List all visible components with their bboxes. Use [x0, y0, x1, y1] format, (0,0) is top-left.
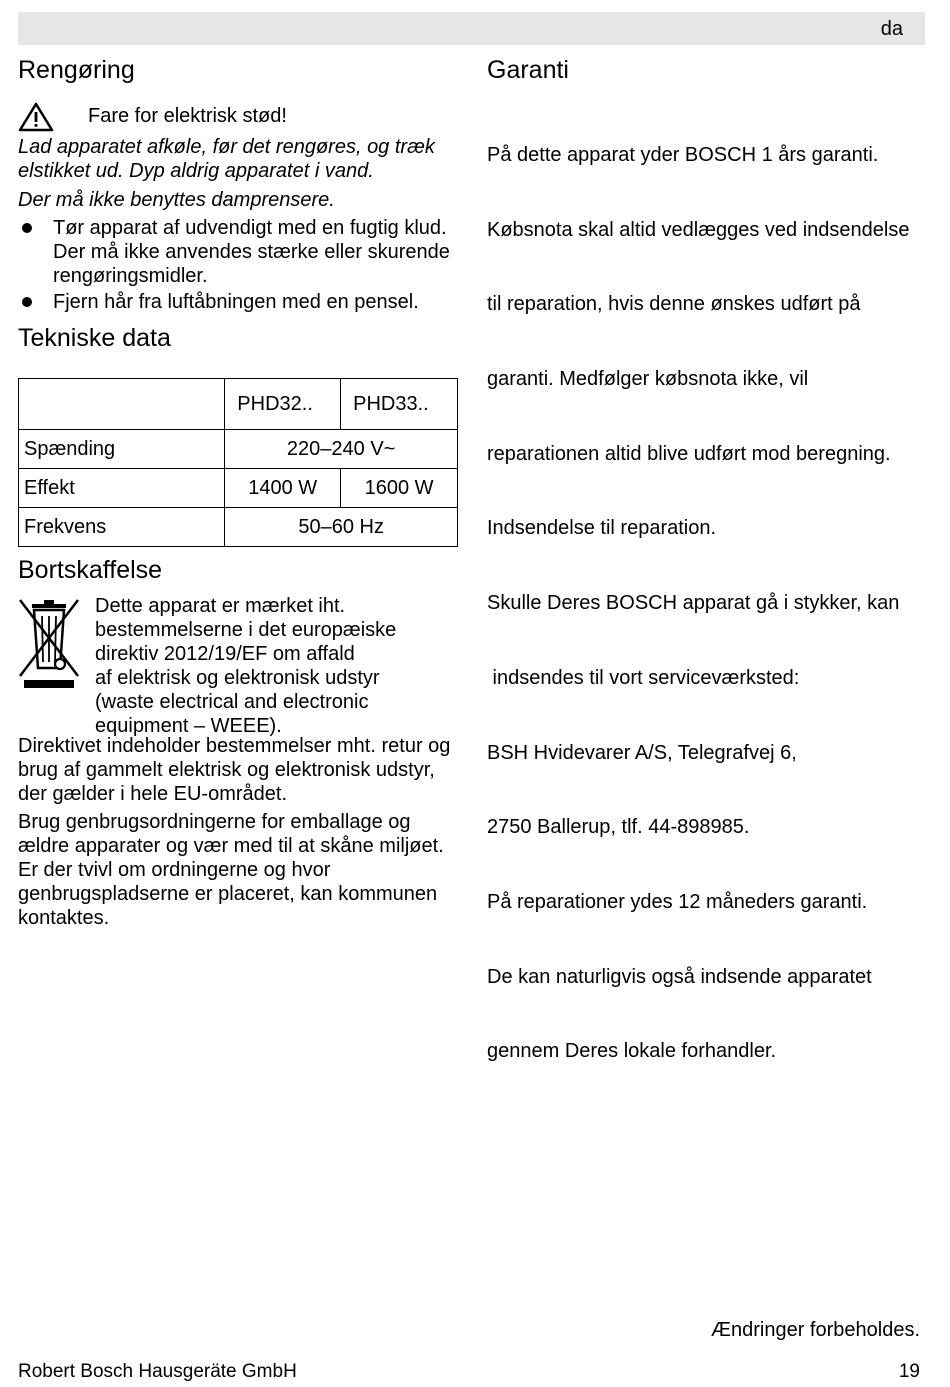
bullet-icon	[22, 297, 32, 307]
warranty-text: På dette apparat yder BOSCH 1 års garanti. Købsnota skal altid vedlægges ved indsendelse til reparation, hvis denne ønskes udført på garanti. Medfølger købsnota ikke, vil reparationen altid blive udført mod beregning. Indsendelse til reparation. Skulle Deres BOSCH apparat gå i stykker, kan indsendes til vort serviceværksted: BSH Hvidevarer A/S, Telegrafvej 6, 2750 Ballerup, tlf. 44-898985. På reparationer ydes 12 måneders garanti. De kan naturligvis også indsende apparatet gennem Deres lokale forhandler.	[487, 143, 910, 1063]
changes-note: Ændringer forbeholdes.	[710, 1319, 920, 1341]
warning-triangle-icon	[18, 102, 54, 132]
table-cell: 1600 W	[341, 469, 458, 508]
row-label: Effekt	[19, 469, 225, 508]
table-row	[19, 508, 458, 547]
warning-box	[18, 100, 458, 134]
cleaning-title: Rengøring	[18, 56, 135, 84]
tech-title: Tekniske data	[18, 324, 171, 352]
weee-text: Dette apparat er mærket iht. bestemmelserne i det europæiske direktiv 2012/19/EF om affald af elektrisk og elektronisk udstyr (waste electrical and electronic equipment – WEEE).	[95, 595, 397, 737]
tech-table	[18, 378, 458, 547]
language-bar	[18, 12, 925, 45]
list-item: Tør apparat af udvendigt med en fugtig klud. Der må ikke anvendes stærke eller skurende rengøringsmidler.	[18, 216, 458, 288]
steam-note: Der må ikke benyttes damprensere.	[18, 189, 335, 211]
disposal-paragraph: Direktivet indeholder bestemmelser mht. retur og brug af gammelt elektrisk og elektronisk udstyr, der gælder i hele EU-området. Brug genbrugsordningerne for emballage og ældre apparater og vær med til at skåne miljøet. Er der tvivl om ordningerne og hvor genbrugspladserne er placeret, kan kommunen kontaktes.	[18, 735, 451, 929]
cleaning-bullets	[18, 216, 458, 314]
footer-company: Robert Bosch Hausgeräte GmbH	[18, 1361, 297, 1382]
table-cell: 50–60 Hz	[225, 508, 458, 547]
page-number: 19	[898, 1361, 920, 1382]
row-label: Frekvens	[19, 508, 225, 547]
table-cell: 1400 W	[225, 469, 341, 508]
table-row	[19, 469, 458, 508]
disposal-title: Bortskaffelse	[18, 556, 163, 584]
warning-text: Lad apparatet afkøle, før det rengøres, og træk elstikket ud. Dyp aldrig apparatet i vand.	[18, 136, 435, 182]
table-row	[19, 379, 458, 430]
warranty-title: Garanti	[487, 56, 569, 84]
column-header: PHD33..	[341, 379, 458, 430]
row-label: Spænding	[19, 430, 225, 469]
warning-title: Fare for elektrisk stød!	[88, 105, 287, 127]
list-item: Fjern hår fra luftåbningen med en pensel.	[18, 290, 458, 314]
language-label: da	[880, 18, 903, 40]
weee-bin-icon	[18, 598, 82, 696]
table-corner	[19, 379, 225, 430]
table-row	[19, 430, 458, 469]
column-header: PHD32..	[225, 379, 341, 430]
table-cell: 220–240 V~	[225, 430, 458, 469]
bullet-icon	[22, 223, 32, 233]
